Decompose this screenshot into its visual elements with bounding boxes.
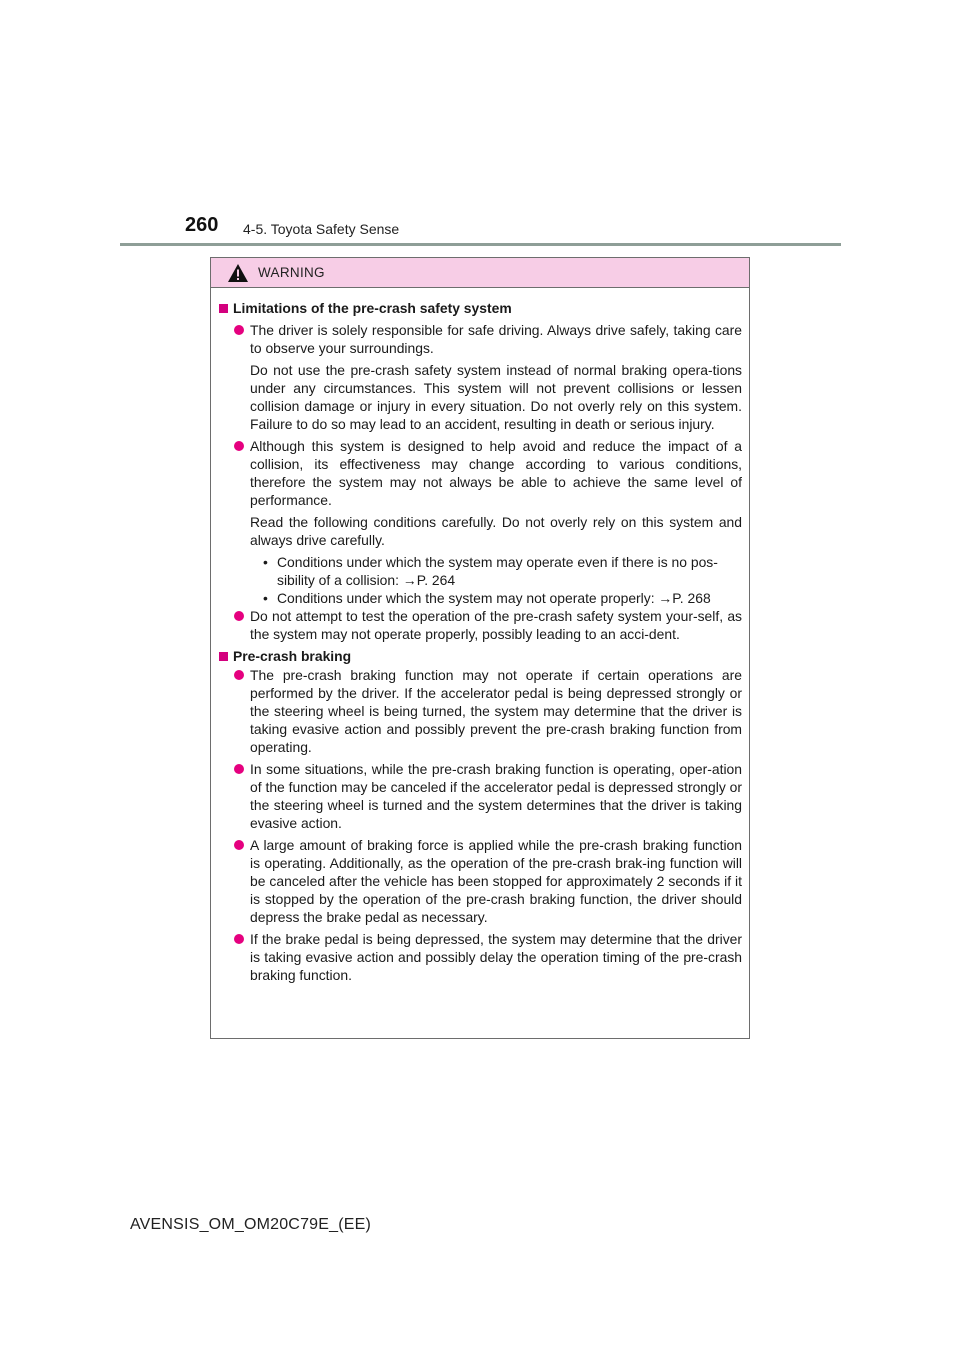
circle-bullet-icon (234, 840, 244, 850)
paragraph: The driver is solely responsible for safe driving. Always drive safely, taking care to observe your surroundings. (250, 322, 742, 356)
paragraph: Do not use the pre-crash safety system instead of normal braking opera-tions under any circumstances. This system will not prevent collisions or lessen collision damage or injury in every situation. Do not overly rely on this system. Failure to do so may lead to an accident, resulting in death or serious injury. (250, 362, 742, 432)
bullet-item (234, 760, 742, 832)
circle-bullet-icon (234, 325, 244, 335)
section-heading (219, 647, 742, 665)
circle-bullet-icon (234, 611, 244, 621)
paragraph: Although this system is designed to help avoid and reduce the impact of a collision, its effectiveness may change according to various conditions, therefore the system may not always be able to achieve the same level of performance. (250, 438, 742, 508)
small-bullet-icon: • (263, 590, 268, 606)
bullet-item (234, 930, 742, 984)
section-heading-text: Limitations of the pre-crash safety system (233, 300, 512, 316)
circle-bullet-icon (234, 441, 244, 451)
sub-item (263, 589, 742, 607)
bullet-item (234, 666, 742, 756)
paragraph: The pre-crash braking function may not operate if certain operations are performed by the driver. If the accelerator pedal is being depressed strongly or the steering wheel is being turned, the system may determine that the driver is taking evasive action and possibly prevent the pre-crash braking function from operating. (250, 667, 742, 755)
sub-item (263, 553, 742, 589)
warning-header (211, 258, 749, 288)
circle-bullet-icon (234, 764, 244, 774)
paragraph: A large amount of braking force is applied while the pre-crash braking function is operating. Additionally, as the operation of the pre-crash brak-ing function will be canceled after the vehicle has been stopped for approximately 2 seconds if it is stopped by the operation of the pre-crash braking function, the driver should depress the brake pedal as necessary. (250, 837, 742, 925)
sub-item-text: Conditions under which the system may not operate properly: →P. 268 (277, 590, 711, 606)
manual-code: AVENSIS_OM_OM20C79E_(EE) (130, 1216, 372, 1233)
sub-item-text: Conditions under which the system may operate even if there is no pos-sibility of a collision: →P. 264 (277, 554, 718, 588)
warning-body (211, 288, 749, 984)
paragraph: If the brake pedal is being depressed, the system may determine that the driver is taking evasive action and possibly delay the operation timing of the pre-crash braking function. (250, 931, 742, 983)
square-bullet-icon (219, 304, 228, 313)
section-heading-text: Pre-crash braking (233, 648, 352, 664)
paragraph: In some situations, while the pre-crash braking function is operating, oper-ation of the function may be canceled if the accelerator pedal is depressed strongly or the steering wheel is turned and the system determines that the driver is taking evasive action. (250, 761, 742, 831)
circle-bullet-icon (234, 670, 244, 680)
circle-bullet-icon (234, 934, 244, 944)
section-heading (219, 299, 742, 317)
bullet-item (234, 437, 742, 607)
page-number: 260 (185, 214, 219, 236)
paragraph: Do not attempt to test the operation of the pre-crash safety system your-self, as the system may not operate properly, possibly leading to an acci-dent. (250, 608, 742, 642)
bullet-item (234, 321, 742, 433)
paragraph: Read the following conditions carefully. Do not overly rely on this system and always drive carefully. (250, 514, 742, 548)
section-title: 4-5. Toyota Safety Sense (243, 221, 400, 237)
header-divider (120, 243, 841, 246)
warning-box (210, 257, 750, 1039)
warning-label: WARNING (258, 265, 325, 280)
square-bullet-icon (219, 652, 228, 661)
small-bullet-icon: • (263, 554, 268, 570)
warning-triangle-icon (227, 263, 249, 283)
bullet-item (234, 836, 742, 926)
bullet-item (234, 607, 742, 643)
